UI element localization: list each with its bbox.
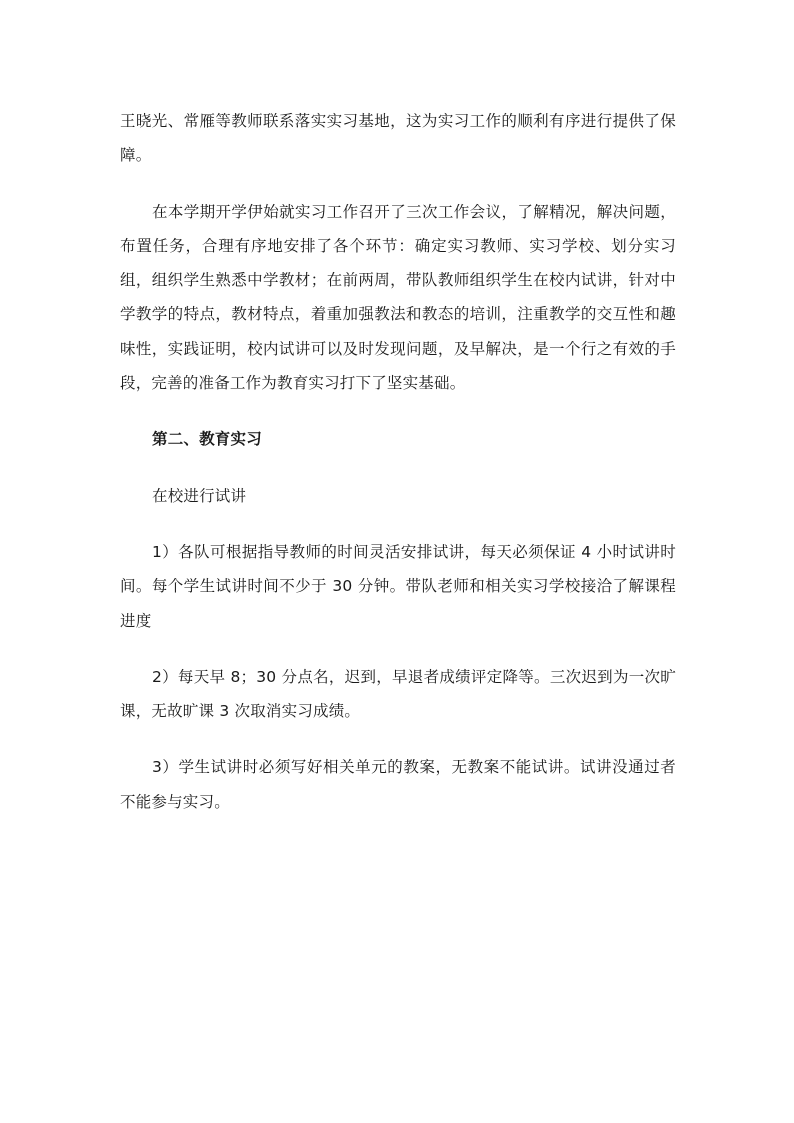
section-heading: 第二、教育实习 [152,430,262,449]
list-item-2: 2）每天早 8；30 分点名，迟到，早退者成绩评定降等。三次迟到为一次旷课，无故旷课 3 次取消实习成绩。 [120,667,676,721]
list-item-3: 3）学生试讲时必须写好相关单元的教案，无教案不能试讲。试讲没通过者不能参与实习。 [120,758,676,811]
document-body [120,104,676,819]
paragraph-preparation: 在本学期开学伊始就实习工作召开了三次工作会议，了解精况，解决问题，布置任务，合理有序地安排了各个环节：确定实习教师、实习学校、划分实习组，组织学生熟悉中学教材；在前两周，带队教师组织学生在校内试讲，针对中学教学的特点，教材特点，着重加强教法和教态的培训，注重教学的交互性和趣味性，实践证明，校内试讲可以及时发现问题，及早解决，是一个行之有效的手段，完善的准备工作为教育实习打下了坚实基础。 [120,202,676,393]
list-item-1: 1）各队可根据指导教师的时间灵活安排试讲，每天必须保证 4 小时试讲时间。每个学生试讲时间不少于 30 分钟。带队老师和相关实习学校接洽了解课程进度 [120,542,676,630]
subheading: 在校进行试讲 [152,486,247,505]
paragraph-continuation: 王晓光、常雁等教师联系落实实习基地，这为实习工作的顺利有序进行提供了保障。 [120,112,676,165]
